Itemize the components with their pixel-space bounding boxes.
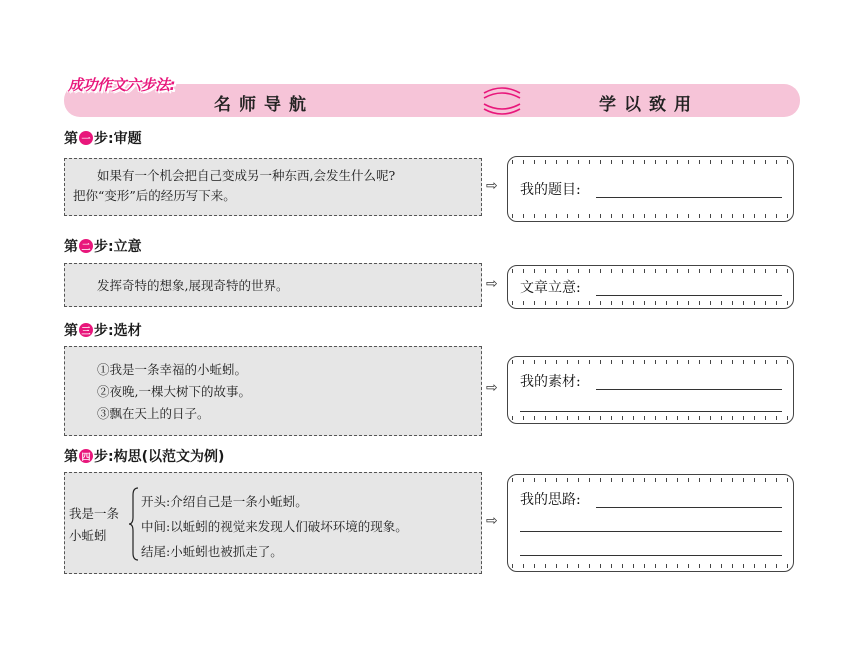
answer-input-line[interactable] — [596, 197, 782, 198]
arrow-right-icon: ⇨ — [486, 513, 498, 529]
step-4-guide-box — [64, 472, 482, 574]
answer-label: 我的题目: — [520, 182, 581, 198]
section-badge: 成功作文六步法: — [68, 76, 175, 94]
step-4-answer-box[interactable] — [507, 474, 794, 572]
step-number-badge: 三 — [79, 323, 93, 337]
guide-line: ②夜晚,一棵大树下的故事。 — [97, 384, 251, 399]
step-prefix: 第 — [64, 239, 78, 255]
outline-title-line: 我是一条 — [69, 506, 120, 521]
answer-input-line[interactable] — [596, 507, 782, 508]
step-1-guide-box — [64, 158, 482, 216]
step-suffix: 步:立意 — [94, 239, 142, 255]
arrow-right-icon: ⇨ — [486, 178, 498, 194]
answer-input-line[interactable] — [596, 295, 782, 296]
answer-input-line[interactable] — [520, 555, 782, 556]
header-left-label: 名师导航 — [214, 95, 314, 115]
step-suffix: 步:构思(以范文为例) — [94, 449, 225, 465]
step-suffix: 步:选材 — [94, 323, 142, 339]
step-3-title — [64, 320, 142, 340]
outline-title — [69, 503, 119, 547]
guide-line: 发挥奇特的想象,展现奇特的世界。 — [97, 278, 289, 293]
answer-label: 文章立意: — [520, 280, 581, 296]
step-1-answer-box[interactable] — [507, 156, 794, 222]
step-2-title — [64, 236, 142, 256]
wave-divider-icon — [482, 85, 522, 117]
guide-line: ③飘在天上的日子。 — [97, 406, 210, 421]
step-suffix: 步:审题 — [94, 131, 142, 147]
guide-line: 如果有一个机会把自己变成另一种东西,会发生什么呢? — [97, 168, 396, 183]
step-number-badge: 一 — [79, 131, 93, 145]
outline-title-line: 小蚯蚓 — [69, 528, 107, 543]
step-1-title — [64, 128, 142, 148]
header-right-label: 学以致用 — [599, 95, 699, 115]
step-prefix: 第 — [64, 323, 78, 339]
guide-line: 把你“变形”后的经历写下来。 — [73, 188, 236, 203]
step-4-title — [64, 446, 224, 466]
step-prefix: 第 — [64, 131, 78, 147]
answer-input-line[interactable] — [596, 389, 782, 390]
brace-icon — [129, 487, 139, 561]
outline-items — [141, 489, 408, 564]
step-3-guide-box — [64, 346, 482, 436]
outline-item: 开头:介绍自己是一条小蚯蚓。 — [141, 494, 308, 509]
outline-item: 中间:以蚯蚓的视觉来发现人们破坏环境的现象。 — [141, 519, 408, 534]
step-number-badge: 四 — [79, 449, 93, 463]
step-3-answer-box[interactable] — [507, 356, 794, 424]
answer-label: 我的思路: — [520, 492, 581, 508]
step-prefix: 第 — [64, 449, 78, 465]
answer-label: 我的素材: — [520, 374, 581, 390]
step-2-guide-box — [64, 263, 482, 307]
answer-input-line[interactable] — [520, 531, 782, 532]
guide-line: ①我是一条幸福的小蚯蚓。 — [97, 362, 248, 377]
answer-input-line[interactable] — [520, 411, 782, 412]
arrow-right-icon: ⇨ — [486, 276, 498, 292]
outline-item: 结尾:小蚯蚓也被抓走了。 — [141, 544, 283, 559]
arrow-right-icon: ⇨ — [486, 380, 498, 396]
step-number-badge: 二 — [79, 239, 93, 253]
step-2-answer-box[interactable] — [507, 265, 794, 309]
